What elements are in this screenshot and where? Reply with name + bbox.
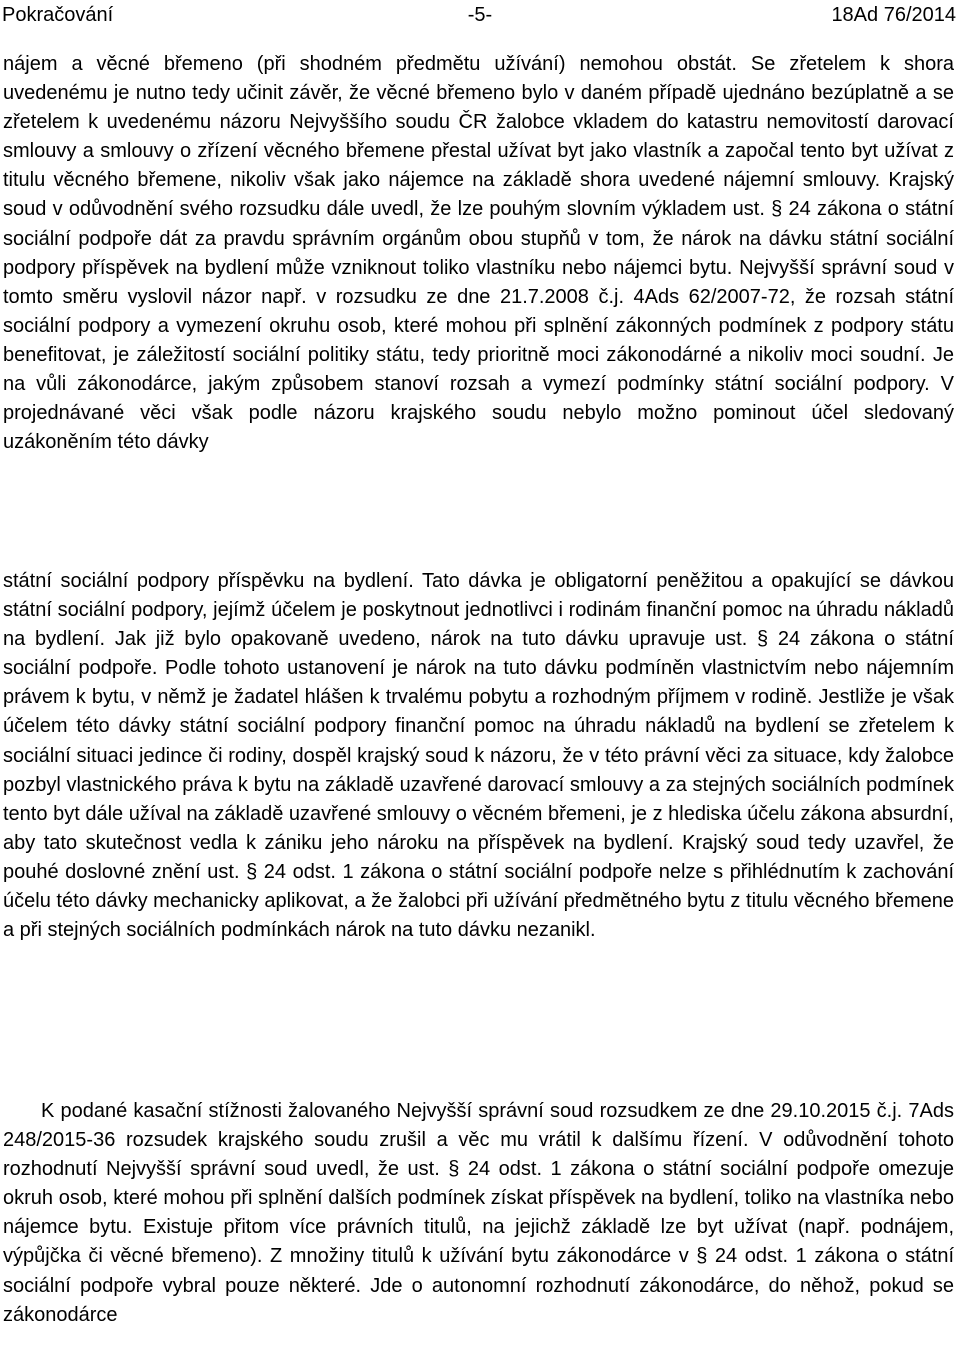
header-continuation-label: Pokračování bbox=[2, 4, 114, 26]
header-case-number: 18Ad 76/2014 bbox=[831, 4, 956, 26]
header-page-number: -5- bbox=[467, 4, 493, 26]
paragraph-3: K podané kasační stížnosti žalovaného Nejvyšší správní soud rozsudkem ze dne 29.10.2015 č.j. 7Ads 248/2015-36 rozsudek krajského soudu zrušil a věc mu vrátil k dalšímu řízení. V odůvodnění tohoto rozhodnutí Nejvyšší správní soud uvedl, že ust. § 24 odst. 1 zákona o státní sociální podpoře omezuje okruh osob, které mohou při splnění dalších podmínek získat příspěvek na bydlení, toliko na vlastníka nebo nájemce bytu. Existuje přitom více právních titulů, na jejichž základě lze byt užívat (např. podnájem, výpůjčka či věcné břemeno). Z množiny titulů k užívání bytu zákonodárce v § 24 odst. 1 zákona o státní sociální podpoře vybral pouze některé. Jde o autonomní rozhodnutí zákonodárce, do něhož, pokud se zákonodárce bbox=[3, 1100, 954, 1326]
page-header bbox=[0, 2, 960, 32]
paragraph-2: státní sociální podpory příspěvku na bydlení. Tato dávka je obligatorní peněžitou a opakující se dávkou státní sociální podpory, jejímž účelem je poskytnout jednotlivci i rodinám finanční pomoc na úhradu nákladů na bydlení. Jak již bylo opakovaně uvedeno, nárok na tuto dávku upravuje ust. § 24 zákona o státní sociální podpoře. Podle tohoto ustanovení je nárok na tuto dávku podmíněn vlastnictvím nebo nájemním právem k bytu, v němž je žadatel hlášen k trvalému pobytu a rozhodným příjmem v rodině. Jestliže je však účelem této dávky státní sociální podpory finanční pomoc na úhradu nákladů na bydlení se zřetelem k sociální situaci jedince či rodiny, dospěl krajský soud k názoru, že v této právní věci za situace, kdy žalobce pozbyl vlastnického práva k bytu na základě uzavřené darovací smlouvy a za stejných sociálních podmínek tento byt dále užíval na základě uzavřené smlouvy o věcném břemeni, je z hlediska účelu zákona absurdní, aby tato skutečnost vedla k zániku jeho nároku na příspěvek na bydlení. Krajský soud tedy uzavřel, že pouhé doslovné znění ust. § 24 odst. 1 zákona o státní sociální podpoře nelze s přihlédnutím k zachování účelu této dávky mechanicky aplikovat, a že žalobci při užívání předmětného bytu z titulu věcného břemene a při stejných sociálních podmínkách nárok na tuto dávku nezanikl. bbox=[3, 570, 954, 942]
paragraph-1: nájem a věcné břemeno (při shodném předmětu užívání) nemohou obstát. Se zřetelem k shora uvedenému je nutno tedy učinit závěr, že věcné břemeno bylo v daném případě ujednáno bezúplatně a se zřetelem k uvedenému názoru Nejvyššího soudu ČR žalobce vkladem do katastru nemovitostí darovací smlouvy a smlouvy o zřízení věcného břemene přestal užívat byt jako vlastník a započal tento byt užívat z titulu věcného břemene, nikoliv však jako nájemce na základě shora uvedené nájemní smlouvy. Krajský soud v odůvodnění svého rozsudku dále uvedl, že lze pouhým slovním výkladem ust. § 24 zákona o státní sociální podpoře dát za pravdu správním orgánům obou stupňů v tom, že nárok na dávku státní sociální podpory příspěvek na bydlení může vzniknout toliko vlastníku nebo nájemci bytu. Nejvyšší správní soud v tomto směru vyslovil názor např. v rozsudku ze dne 21.7.2008 č.j. 4Ads 62/2007-72, že rozsah státní sociální podpory a vymezení okruhu osob, které mohou při splnění zákonných podmínek z podpory státu benefitovat, je záležitostí sociální politiky státu, tedy prioritně moci zákonodárné a nikoliv moci soudní. Je na vůli zákonodárce, jakým způsobem stanoví rozsah a vymezí podmínky státní sociální podpory. V projednávané věci však podle názoru krajského soudu nebylo možno pominout účel sledovaný uzákoněním této dávky bbox=[3, 53, 954, 454]
